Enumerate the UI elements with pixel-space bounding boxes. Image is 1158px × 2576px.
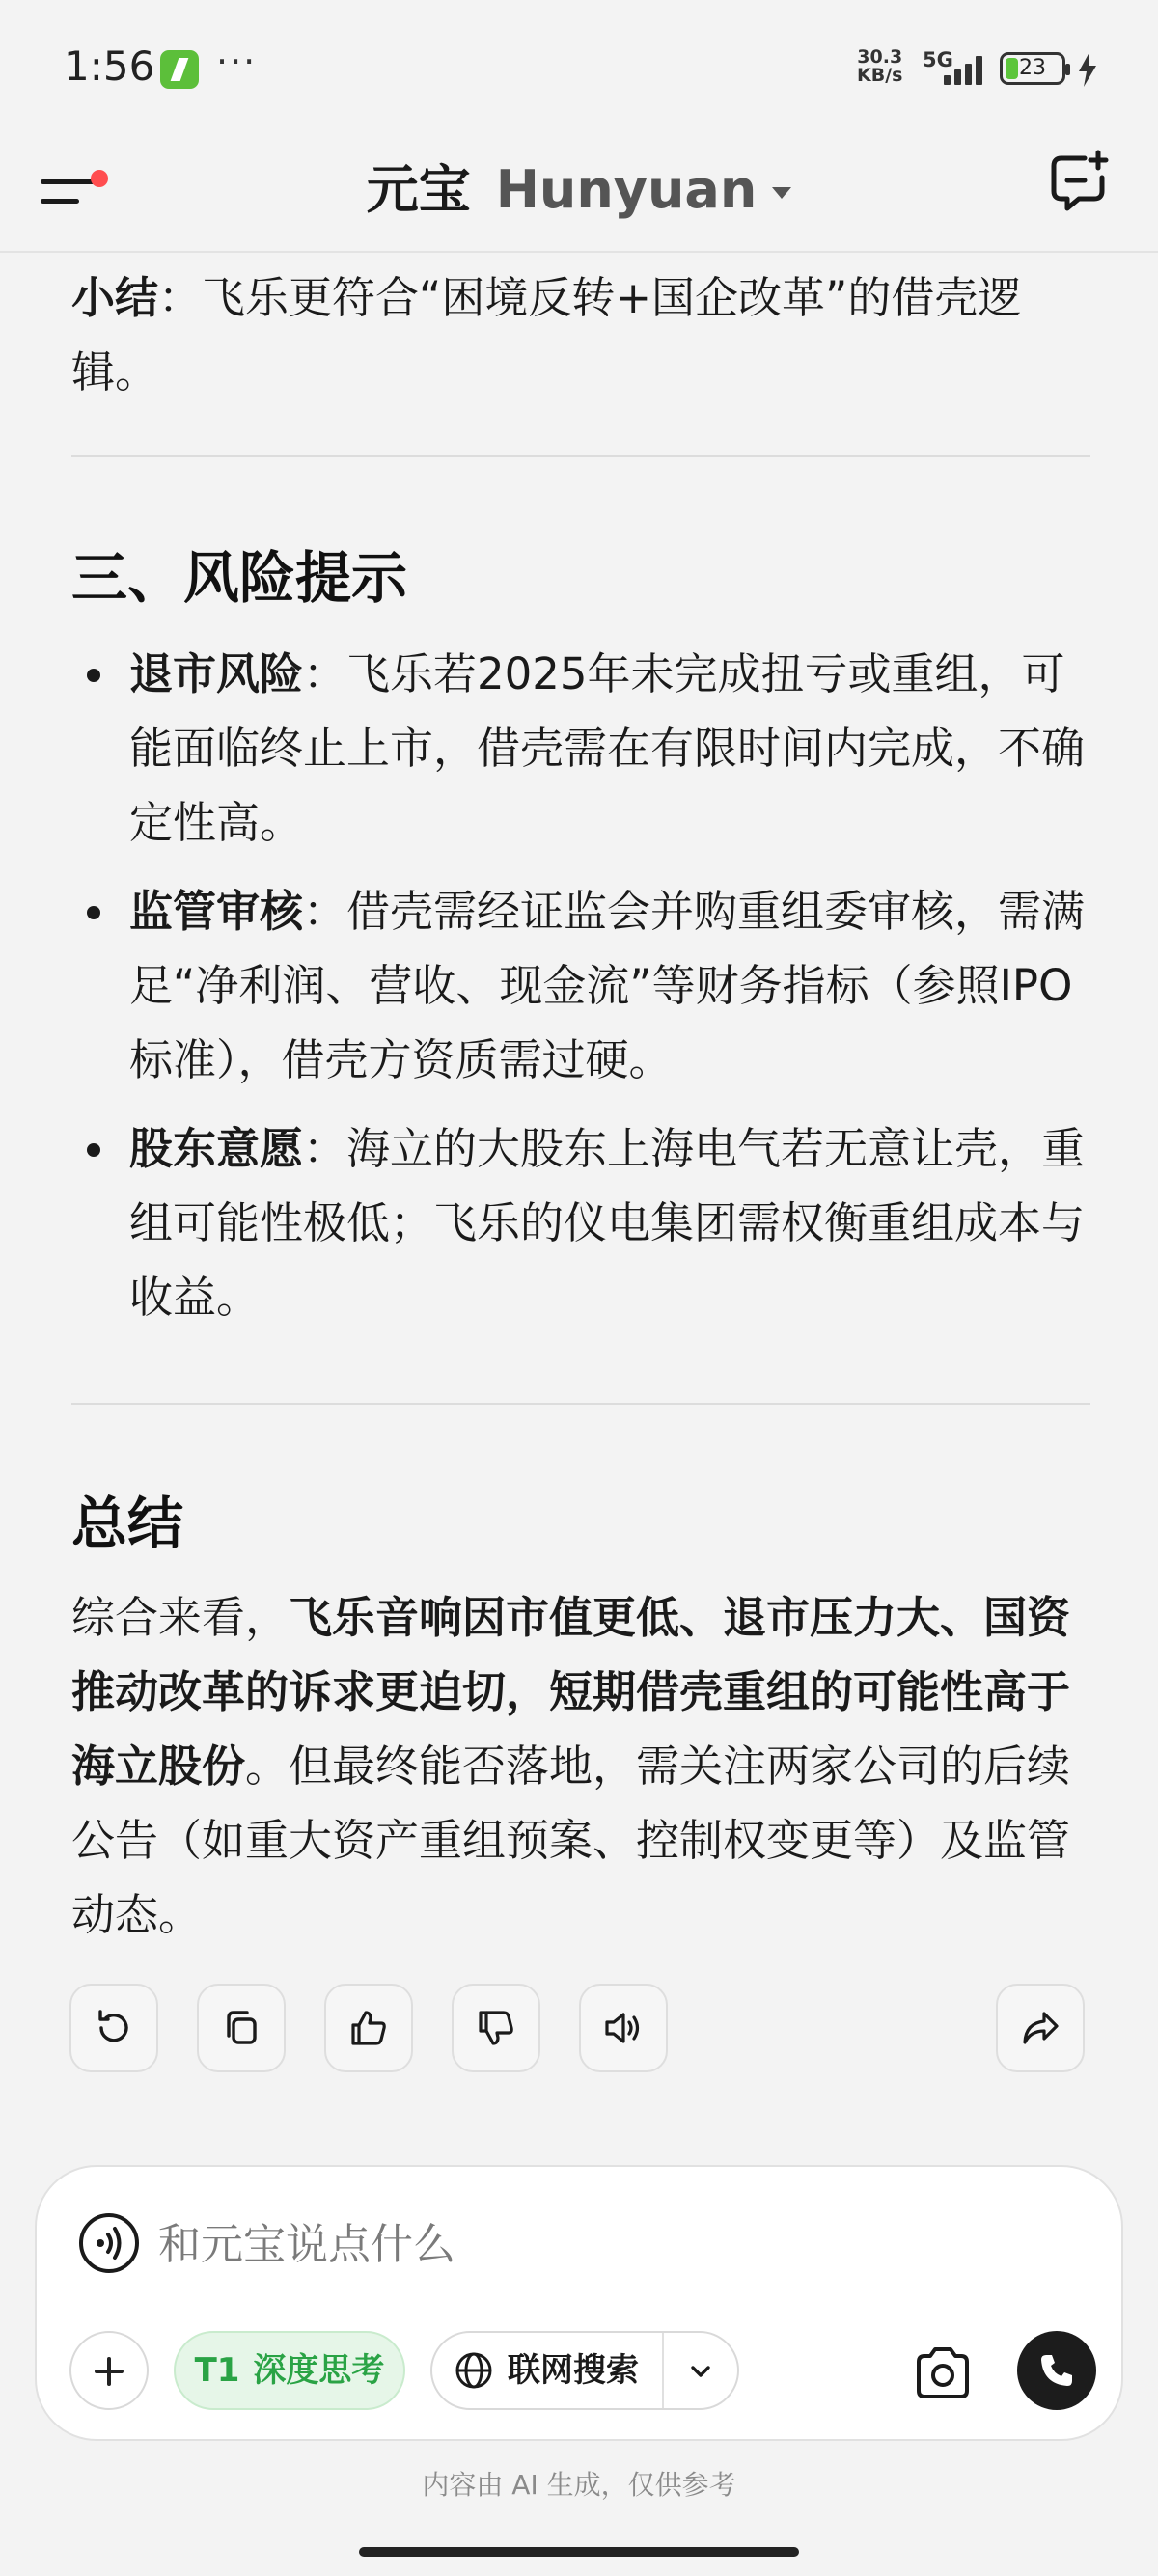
regenerate-button[interactable] [69, 1984, 158, 2072]
risk-text: ：海立的大股东上海电气若无意让壳，重组可能性极低；飞乐的仪电集团需权衡重组成本与收益。 [129, 1123, 1086, 1323]
list-item [129, 637, 1094, 860]
risk-term: 监管审核 [129, 886, 304, 937]
globe-icon [454, 2350, 494, 2391]
home-indicator[interactable] [359, 2547, 799, 2557]
phone-icon [1037, 2351, 1076, 2390]
web-search-toggle[interactable] [430, 2331, 739, 2410]
ai-disclaimer: 内容由 AI 生成，仅供参考 [422, 2469, 736, 2501]
voice-input-icon[interactable] [77, 2211, 141, 2275]
conclusion-emphasis: 飞乐音响因市值更低、退市压力大、国资推动改革的诉求更迫切，短期借壳重组的可能性高于海立股份 [71, 1592, 1071, 1792]
section-heading-conclusion: 总结 [71, 1491, 184, 1556]
conclusion-paragraph [71, 1580, 1090, 1952]
status-time: 1:56 [64, 42, 155, 90]
network-rate [857, 48, 902, 85]
voice-call-button[interactable] [1017, 2331, 1096, 2410]
model-selector[interactable] [0, 149, 1158, 223]
deep-think-toggle[interactable] [174, 2331, 405, 2410]
risk-term: 退市风险 [129, 648, 304, 699]
battery-level: 23 [1019, 56, 1046, 80]
risk-term: 股东意愿 [129, 1123, 304, 1174]
list-item [129, 874, 1094, 1097]
read-aloud-button[interactable] [579, 1984, 668, 2072]
divider [71, 1403, 1090, 1405]
summary-label: 小结 [71, 272, 159, 323]
deep-think-badge: T1 [194, 2351, 240, 2390]
chevron-down-icon[interactable] [683, 2354, 718, 2389]
network-type: 5G [923, 48, 953, 71]
more-notifications-icon: ··· [216, 41, 258, 83]
summary-paragraph [71, 260, 1090, 409]
chat-content [0, 253, 1158, 2144]
divider [71, 455, 1090, 457]
conclusion-tail: 。但最终能否落地，需关注两家公司的后续公告（如重大资产重组预案、控制权变更等）及监管动态。 [71, 1740, 1071, 1940]
charging-icon [1075, 50, 1100, 89]
model-name: Hunyuan [495, 159, 758, 220]
signal-icon [942, 54, 988, 85]
app-header [0, 125, 1158, 253]
speaker-icon [602, 2007, 645, 2049]
new-chat-button[interactable] [1046, 149, 1112, 214]
regenerate-icon [93, 2007, 135, 2049]
section-heading-risk: 三、风险提示 [71, 545, 408, 611]
share-icon [1019, 2007, 1062, 2049]
thumbs-down-icon [475, 2007, 517, 2049]
share-button[interactable] [996, 1984, 1085, 2072]
divider [662, 2333, 664, 2408]
thumbs-up-icon [347, 2007, 390, 2049]
message-input[interactable] [156, 2211, 1009, 2277]
message-composer [35, 2165, 1123, 2441]
app-title: 元宝 [366, 159, 471, 220]
network-rate-value: 30.3 [857, 46, 903, 68]
network-rate-unit: KB/s [857, 65, 903, 86]
app-notification-icon [160, 50, 199, 89]
copy-icon [220, 2007, 262, 2049]
add-attachment-button[interactable] [69, 2331, 149, 2410]
status-bar [0, 0, 1158, 125]
battery-icon [1000, 52, 1065, 85]
conclusion-lead: 综合来看， [71, 1592, 290, 1643]
deep-think-label: 深度思考 [253, 2351, 385, 2390]
caret-down-icon [772, 187, 791, 199]
risk-text: ：飞乐若2025年未完成扭亏或重组，可能面临终止上市，借壳需在有限时间内完成，不确定性高。 [129, 648, 1086, 848]
web-search-label: 联网搜索 [508, 2351, 639, 2390]
copy-button[interactable] [197, 1984, 286, 2072]
like-button[interactable] [324, 1984, 413, 2072]
dislike-button[interactable] [452, 1984, 540, 2072]
list-item [129, 1111, 1094, 1334]
camera-icon[interactable] [911, 2344, 975, 2402]
risk-text: ：借壳需经证监会并购重组委审核，需满足“净利润、营收、现金流”等财务指标（参照IPO标准），借壳方资质需过硬。 [129, 886, 1086, 1085]
summary-text: ：飞乐更符合“困境反转+国企改革”的借壳逻辑。 [71, 272, 1022, 397]
